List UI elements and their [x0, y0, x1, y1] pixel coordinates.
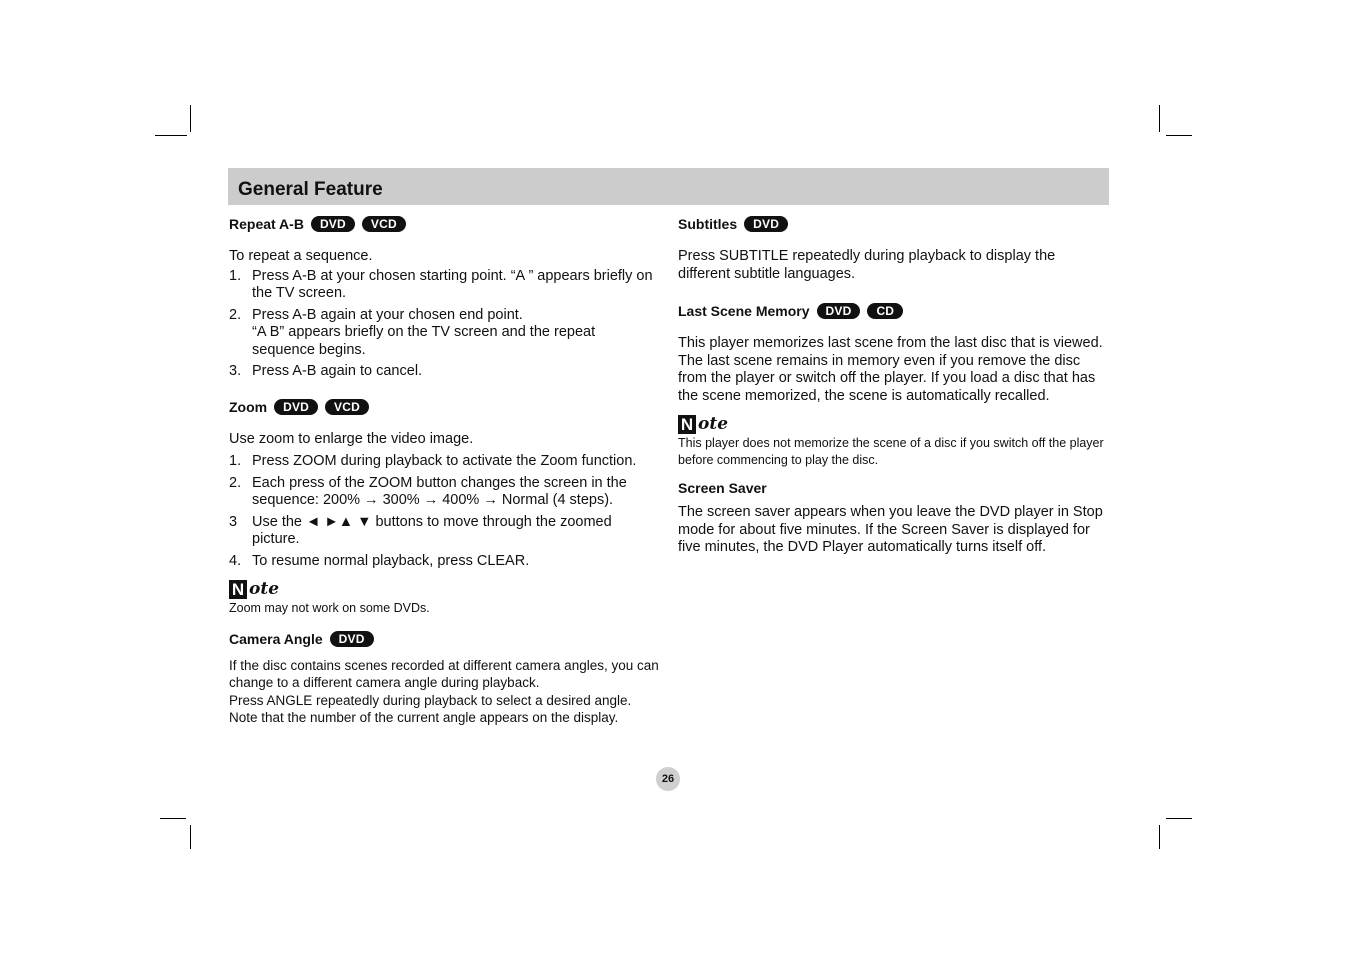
section-header [228, 168, 1109, 205]
crop-mark [160, 818, 186, 819]
right-column [678, 214, 1110, 559]
repeat-ab-heading [229, 214, 661, 234]
page-title: General Feature [238, 179, 383, 200]
last-scene-text: This player memorizes last scene from the last disc that is viewed. The last scene remains in memory even if you remove the disc from the player or switch off the player. If you load a disc that has the scene memorized, the scene is automatically recalled. [678, 335, 1103, 404]
crop-mark [190, 105, 191, 132]
dvd-badge: DVD [311, 216, 355, 232]
camera-angle-text-2: Press ANGLE repeatedly during playback to select a desired angle. Note that the number of the current angle appears on the display. [229, 692, 632, 725]
camera-angle-text-1: If the disc contains scenes recorded at different camera angles, you can change to a different camera angle during playback. [229, 657, 659, 690]
repeat-ab-steps [229, 268, 661, 381]
zoom-note-text: Zoom may not work on some DVDs. [229, 601, 430, 615]
dvd-badge: DVD [817, 303, 861, 319]
cd-badge: CD [867, 303, 903, 319]
camera-angle-heading [229, 629, 661, 649]
zoom-steps [229, 453, 661, 570]
dvd-badge: DVD [330, 631, 374, 647]
list-item: 2. Each press of the ZOOM button changes the screen in the sequence: 200% → 300% → 400% → Normal (4 steps). [229, 474, 627, 508]
subtitles-heading [678, 214, 1110, 234]
repeat-ab-title: Repeat A-B [229, 216, 304, 232]
last-scene-title: Last Scene Memory [678, 303, 810, 319]
repeat-ab-intro: To repeat a sequence. [229, 248, 373, 264]
note-icon: N [678, 415, 696, 434]
list-item: 3. Press A-B again to cancel. [229, 363, 423, 379]
dvd-badge: DVD [274, 399, 318, 415]
list-item: 3 Use the ◄ ►▲ ▼ buttons to move through the zoomed picture. [229, 513, 612, 547]
note-heading: N ote [678, 413, 1110, 435]
crop-mark [1166, 135, 1192, 136]
subtitles-title: Subtitles [678, 216, 738, 232]
page-number: 26 [656, 767, 680, 791]
crop-mark [1159, 105, 1160, 132]
last-scene-note-text: This player does not memorize the scene of a disc if you switch off the player before commencing to play the disc. [678, 436, 1104, 467]
left-column [229, 214, 661, 729]
note-icon: N [229, 580, 247, 599]
list-item: 1. Press A-B at your chosen starting point. “A ” appears briefly on the TV screen. [229, 267, 653, 301]
crop-mark [155, 135, 187, 136]
subtitles-text: Press SUBTITLE repeatedly during playback to display the different subtitle languages. [678, 248, 1056, 282]
last-scene-heading [678, 301, 1110, 321]
zoom-intro: Use zoom to enlarge the video image. [229, 430, 474, 447]
vcd-badge: VCD [325, 399, 369, 415]
zoom-heading [229, 397, 661, 417]
screen-saver-heading [678, 478, 1110, 498]
crop-mark [1166, 818, 1192, 819]
list-item: 4. To resume normal playback, press CLEAR. [229, 552, 530, 569]
vcd-badge: VCD [362, 216, 406, 232]
dvd-badge: DVD [744, 216, 788, 232]
list-item: 1. Press ZOOM during playback to activate the Zoom function. [229, 453, 637, 469]
note-heading: N ote [229, 578, 661, 600]
screen-saver-text: The screen saver appears when you leave the DVD player in Stop mode for about five minutes. If the Screen Saver is displayed for five minutes, the DVD Player automatically turns itself off. [678, 504, 1103, 555]
screen-saver-title: Screen Saver [678, 480, 767, 496]
crop-mark [1159, 825, 1160, 849]
camera-angle-title: Camera Angle [229, 630, 323, 647]
list-item: 2. Press A-B again at your chosen end point. “A B” appears briefly on the TV screen and the repeat sequence begins. [229, 306, 596, 358]
zoom-title: Zoom [229, 398, 268, 415]
crop-mark [190, 825, 191, 849]
